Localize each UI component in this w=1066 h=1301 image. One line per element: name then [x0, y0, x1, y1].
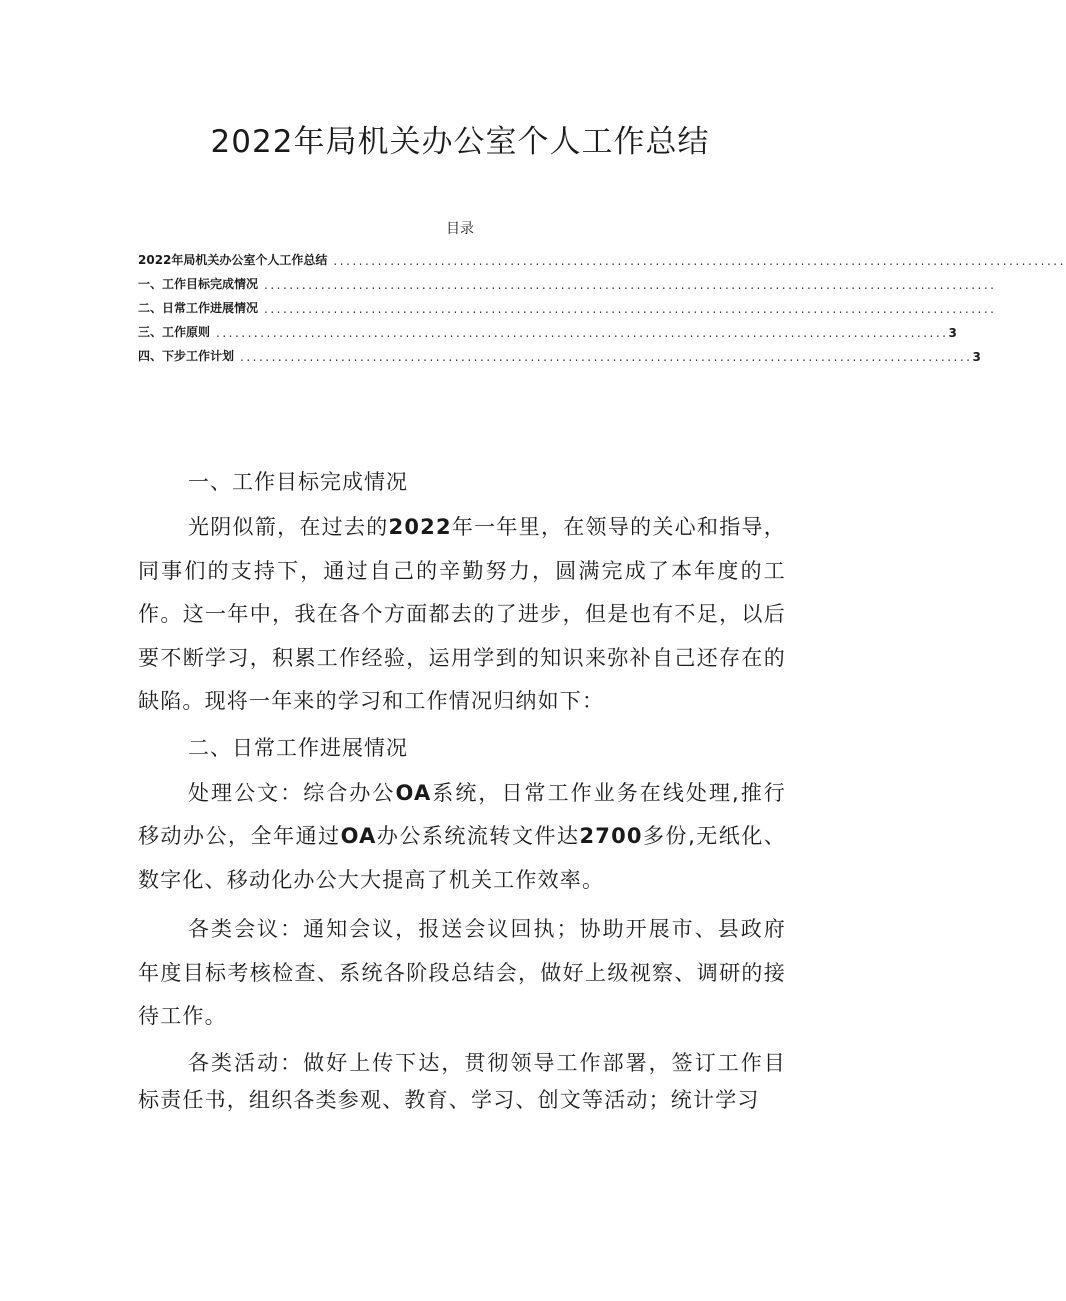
section-heading: 二、日常工作进展情况	[188, 735, 408, 760]
paragraph-text: 处理公文：综合办公	[188, 780, 396, 805]
toc-leader-dots: ....................................................................................................................	[264, 278, 997, 292]
toc-entry[interactable]	[138, 244, 1066, 268]
toc-leader-dots: ....................................................................................................................	[216, 326, 949, 340]
toc-entry[interactable]	[138, 292, 997, 316]
table-of-contents	[138, 244, 1066, 364]
toc-entry[interactable]	[138, 268, 997, 292]
toc-entry-label: 二、日常工作进展情况	[138, 301, 259, 315]
paragraph-text: 办公系统流转文件达	[376, 824, 580, 848]
paragraph-text: 年一年里，在领导的关心和指导，同事们的支持下，通过自己的辛勤努力，圆满完成了本年度的工作。这一年中，我在各个方面都去的了进步，但是也有不足，以后要不断学习，积累工作经验，运用学到的知识来弥补自己还存在的缺陷。现将一年来的学习和工作情况归纳如下：	[138, 515, 786, 713]
toc-entry[interactable]	[138, 340, 981, 364]
toc-entry[interactable]	[138, 316, 957, 340]
paragraph: 各类会议：通知会议，报送会议回执；协助开展市、县政府年度目标考核检查、系统各阶段总结会，做好上级视察、调研的接待工作。	[138, 917, 786, 1028]
paragraph: 各类活动：做好上传下达，贯彻领导工作部署，签订工作目标责任书，组织各类参观、教育、学习、创文等活动；统计学习	[138, 1050, 786, 1112]
toc-leader-dots: ....................................................................................................................	[240, 350, 973, 364]
toc-entry-label: 三、工作原则	[138, 325, 211, 339]
paragraph	[138, 506, 786, 724]
section-heading: 一、工作目标完成情况	[188, 470, 408, 494]
document-count: 2700	[579, 824, 643, 848]
document-body	[138, 458, 786, 1119]
paragraph-text: 系统，日常工作业务在线处理,推行移动办公，全年通过	[138, 780, 786, 848]
toc-entry-label: 一、工作目标完成情况	[138, 277, 259, 291]
toc-entry-page: 3	[948, 326, 957, 340]
paragraph-text: 多份,无纸化、数字化、移动化办公大大提高了机关工作效率。	[138, 824, 786, 892]
toc-leader-dots: ....................................................................................................................	[264, 302, 997, 316]
year-figure: 2022	[388, 515, 452, 539]
paragraph-text: 光阴似箭，在过去的	[188, 515, 389, 539]
toc-entry-label: 2022年局机关办公室个人工作总结	[138, 253, 328, 267]
toc-entry-label: 四、下步工作计划	[138, 349, 235, 363]
toc-entry-page: 3	[972, 350, 981, 364]
document-title: 2022年局机关办公室个人工作总结	[210, 124, 710, 160]
paragraph	[138, 772, 786, 903]
system-name: OA	[340, 824, 377, 848]
toc-leader-dots: ....................................................................................................................	[333, 254, 1066, 268]
toc-heading: 目录	[446, 221, 474, 237]
system-name: OA	[395, 780, 432, 805]
